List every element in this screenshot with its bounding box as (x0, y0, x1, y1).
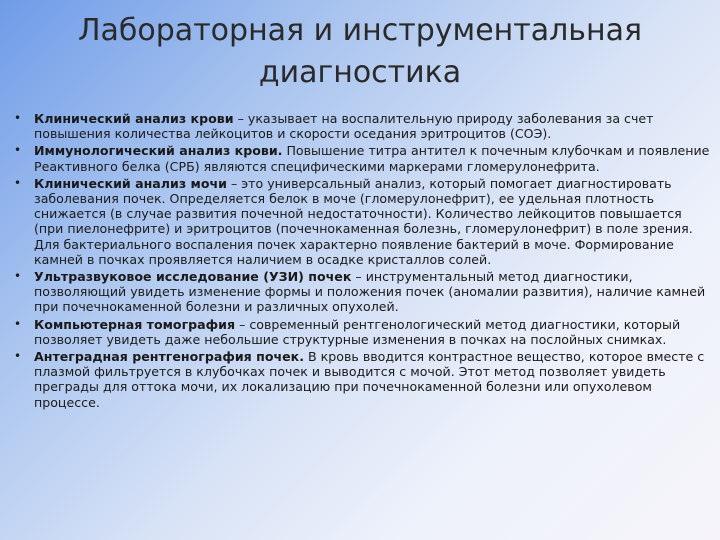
bullet-description: – инструментальный метод диагностики, позволяющий увидеть изменение формы и положения почек (аномалии развития), наличие камней при почечнокаменной болезни и различных опухолей. (34, 269, 706, 315)
bullet-description: – указывает на воспалительную природу заболевания за счет повышения количества лейкоцитов и скорости оседания эритроцитов (СОЭ). (34, 111, 654, 142)
bullet-text (34, 143, 709, 173)
bullet-text (34, 111, 654, 141)
bullet-description: – это универсальный анализ, который помогает диагностировать заболевания почек. Определяется белок в моче (гломерулонефрит), ее удельная плотность снижается (в случае развития почечной недостаточности). Количество лейкоцитов повышается (при пиелонефрите) и эритроцитов (почечнокаменная болезнь, гломерулонефрит) в поле зрения. Для бактериального воспаления почек характерно появление бактерий в моче. Формирование камней в почках проявляется наличием в осадке кристаллов солей. (34, 175, 693, 267)
bullet-term: Компьютерная томография (34, 316, 236, 332)
bullet-item-blood-analysis (14, 111, 714, 141)
bullet-icon: • (14, 269, 22, 284)
bullet-icon: • (14, 111, 22, 125)
bullet-item-ultrasound (14, 269, 714, 315)
bullet-item-urine-analysis (14, 176, 714, 267)
bullet-description: В кровь вводится контрастное вещество, которое вместе с плазмой фильтруется в клубочках почек и выводится с мочой. Этот метод позволяет увидеть преграды для оттока мочи, их локализацию при почечнокаменной болезни или опухолевом процессе. (34, 349, 705, 410)
bullet-item-immunological-analysis (14, 143, 714, 173)
bullet-text (34, 317, 680, 347)
bullet-icon: • (14, 143, 22, 158)
bullet-icon: • (14, 316, 22, 331)
bullet-text (34, 269, 705, 314)
bullet-term: Иммунологический анализ крови. (34, 143, 283, 159)
slide-title (30, 10, 690, 94)
bullet-term: Клинический анализ мочи (34, 175, 227, 191)
bullet-term: Ультразвуковое исследование (УЗИ) почек (34, 269, 352, 285)
bullet-list (14, 111, 714, 412)
bullet-text (34, 349, 704, 410)
bullet-item-ct-scan (14, 317, 714, 347)
bullet-description: – современный рентгенологический метод диагностики, который позволяет увидеть даже небольшие структурные изменения в почках на послойных снимках. (34, 316, 681, 347)
slide-title-line-1: Лабораторная и инструментальная (77, 13, 643, 48)
bullet-icon: • (14, 349, 22, 364)
bullet-icon: • (14, 175, 22, 190)
bullet-item-antegrade-radiography (14, 349, 714, 410)
slide-title-line-2: диагностика (258, 55, 462, 90)
bullet-term: Антеградная рентгенография почек. (34, 349, 305, 365)
bullet-description: Повышение титра антител к почечным клубочкам и появление Реактивного белка (СРБ) являются специфическими маркерами гломерулонефрита. (34, 143, 710, 174)
bullet-term: Клинический анализ крови (34, 111, 234, 126)
bullet-text (34, 176, 693, 267)
